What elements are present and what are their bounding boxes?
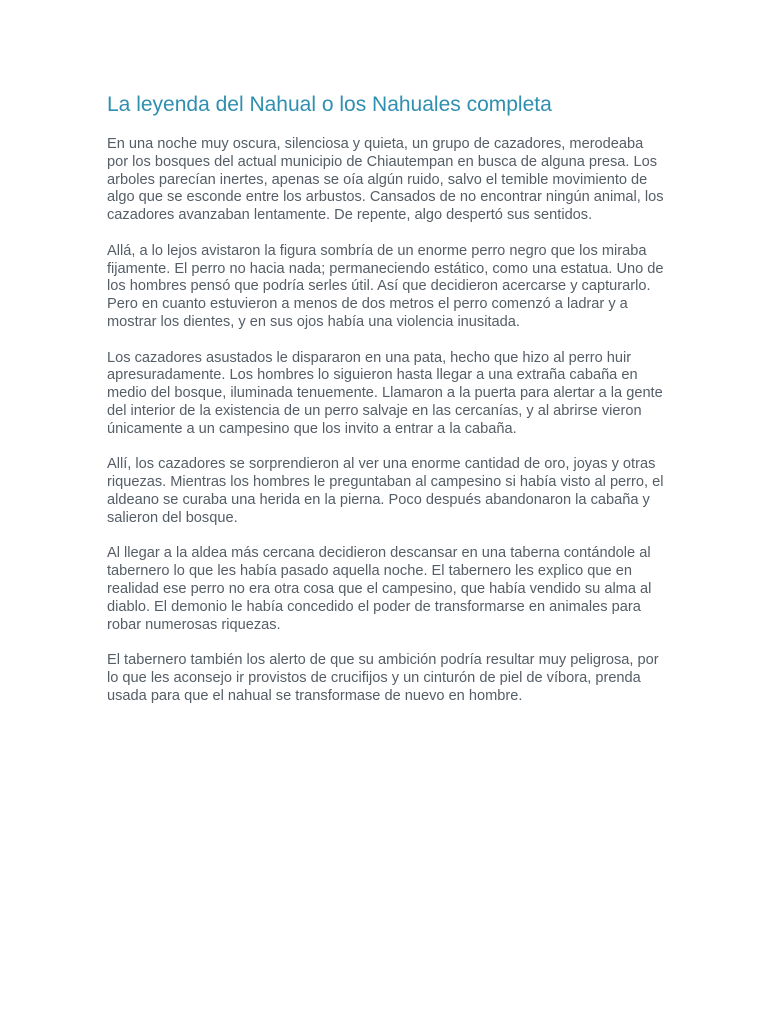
document-title: La leyenda del Nahual o los Nahuales completa: [107, 93, 552, 116]
paragraph-1: En una noche muy oscura, silenciosa y quieta, un grupo de cazadores, merodeaba por los bosques del actual municipio de Chiautempan en busca de alguna presa. Los arboles parecían inertes, apenas se oía algún ruido, salvo el temible movimiento de algo que se esconde entre los arbustos. Cansados de no encontrar ningún animal, los cazadores avanzaban lentamente. De repente, algo despertó sus sentidos.: [107, 136, 664, 224]
document-page: [107, 92, 667, 723]
paragraph-5: Al llegar a la aldea más cercana decidieron descansar en una taberna contándole al tabernero lo que les había pasado aquella noche. El tabernero les explico que en realidad ese perro no era otra cosa que el campesino, que había vendido su alma al diablo. El demonio le había concedido el poder de transformarse en animales para robar numerosas riquezas.: [107, 545, 652, 633]
paragraph-4: Allí, los cazadores se sorprendieron al ver una enorme cantidad de oro, joyas y otras riquezas. Mientras los hombres le preguntaban al campesino si había visto al perro, el aldeano se curaba una herida en la pierna. Poco después abandonaron la cabaña y salieron del bosque.: [107, 456, 664, 526]
paragraph-3: Los cazadores asustados le dispararon en una pata, hecho que hizo al perro huir apresuradamente. Los hombres lo siguieron hasta llegar a una extraña cabaña en medio del bosque, iluminada tenuemente. Llamaron a la puerta para alertar a la gente del interior de la existencia de un perro salvaje en las cercanías, y al abrirse vieron únicamente a un campesino que los invito a entrar a la cabaña.: [107, 349, 663, 437]
paragraph-6: El tabernero también los alerto de que su ambición podría resultar muy peligrosa, por lo que les aconsejo ir provistos de crucifijos y un cinturón de piel de víbora, prenda usada para que el nahual se transformase de nuevo en hombre.: [107, 652, 659, 704]
paragraph-2: Allá, a lo lejos avistaron la figura sombría de un enorme perro negro que los miraba fijamente. El perro no hacia nada; permaneciendo estático, como una estatua. Uno de los hombres pensó que podría serles útil. Así que decidieron acercarse y capturarlo. Pero en cuanto estuvieron a menos de dos metros el perro comenzó a ladrar y a mostrar los dientes, y en sus ojos había una violencia inusitada.: [107, 242, 664, 330]
